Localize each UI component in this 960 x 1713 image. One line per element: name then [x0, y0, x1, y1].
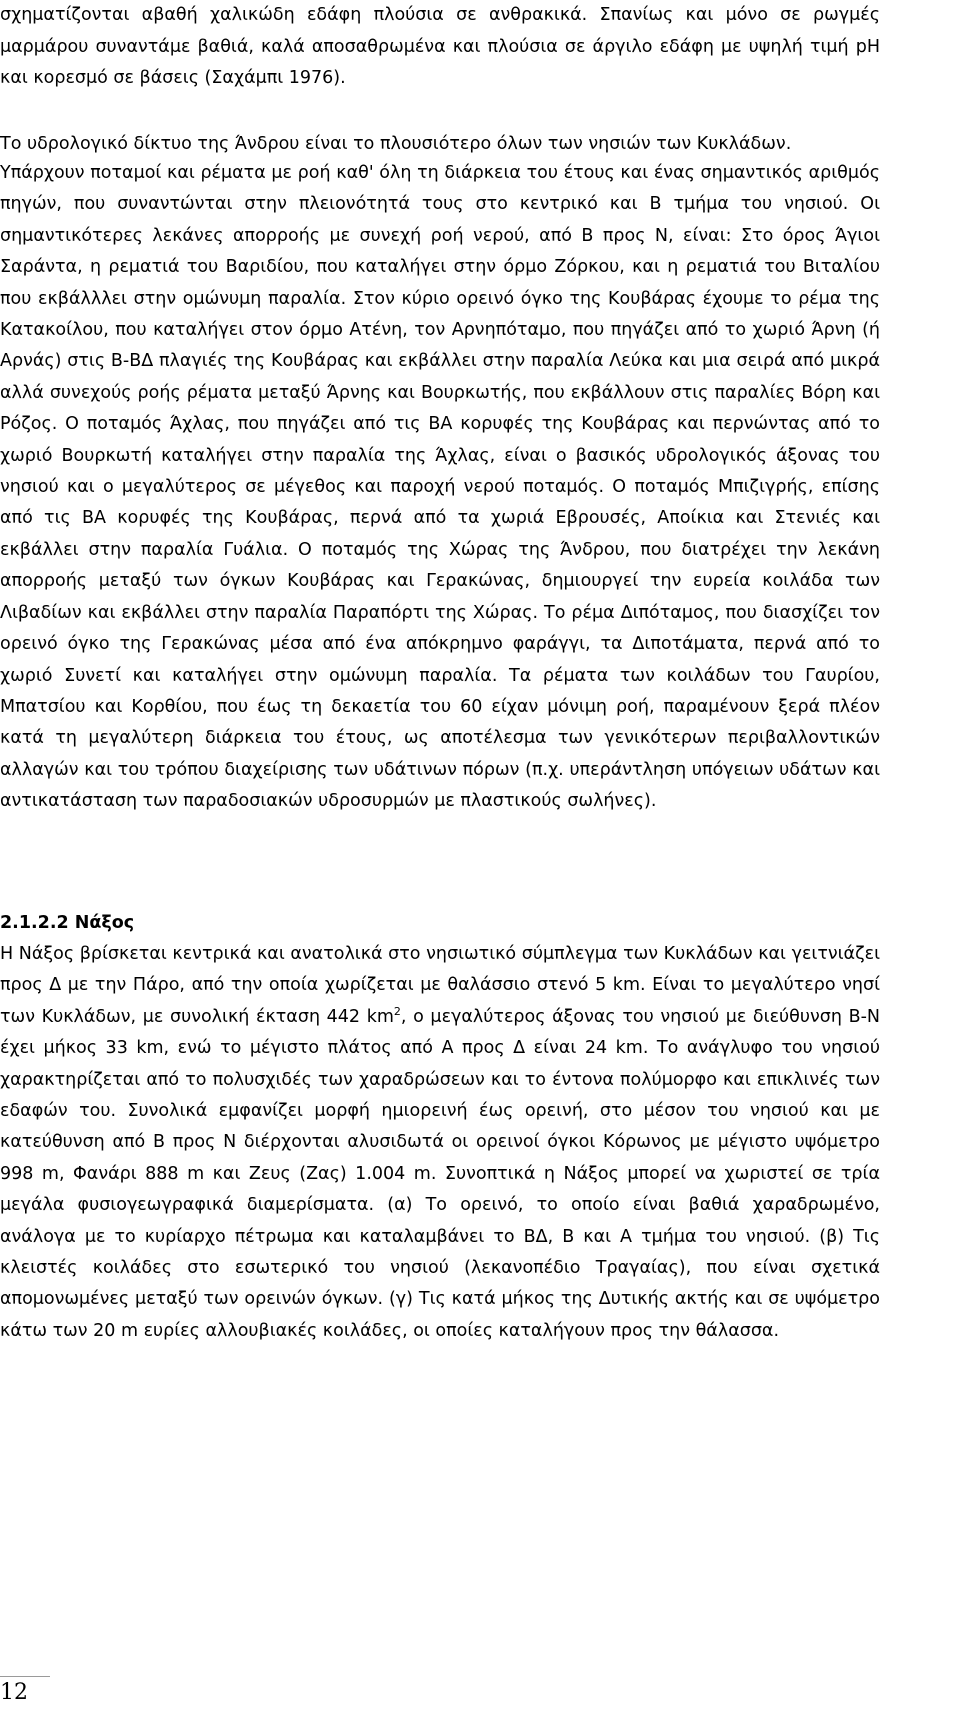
page-number: 12 — [0, 1680, 28, 1705]
footer-rule — [0, 1676, 50, 1677]
paragraph-soils: σχηματίζονται αβαθή χαλικώδη εδάφη πλούσια σε ανθρακικά. Σπανίως και μόνο σε ρωγμές μαρμάρου συναντάμε βαθιά, καλά αποσαθρωμένα και πλούσια σε άργιλο εδάφη με υψηλή τιμή pH και κορεσμό σε βάσεις (Σαχάμπι 1976). — [0, 5, 880, 88]
section-title: Νάξος — [74, 913, 135, 933]
paragraph-andros-rivers: Υπάρχουν ποταμοί και ρέματα με ροή καθ' όλη τη διάρκεια του έτους και ένας σημαντικός αριθμός πηγών, που συναντώνται στην πλειονότητά τους στο κεντρικό και Β τμήμα του νησιού. Οι σημαντικότερες λεκάνες απορροής με συνεχή ροή νερού, από Β προς Ν, είναι: Στο όρος Άγιοι Σαράντα, η ρεματιά του Βαριδίου, που καταλήγει στην όρμο Ζόρκου, και η ρεματιά του Βιταλίου που εκβάλλλει στην ομώνυμη παραλία. Στον κύριο ορεινό όγκο της Κουβάρας έχουμε το ρέμα της Κατακοίλου, που καταλήγει στον όρμο Ατένη, τον Αρνηπόταμο, που πηγάζει από το χωριό Άρνη (ή Αρνάς) στις Β-ΒΔ πλαγιές της Κουβάρας και εκβάλλει στην παραλία Λεύκα και μια σειρά από μικρά αλλά συνεχούς ροής ρέματα μεταξύ Άρνης και Βουρκωτής, που εκβάλλουν στις παραλίες Βόρη και Ρόζος. Ο ποταμός Άχλας, που πηγάζει από τις ΒΑ κορυφές της Κουβάρας και περνώντας από το χωριό Βουρκωτή καταλήγει στην παραλία της Άχλας, είναι ο βασικός υδρολογικός άξονας του νησιού και ο μεγαλύτερος σε μέγεθος και παροχή νερού ποταμός. Ο ποταμός Μπιζιγρής, επίσης από τις ΒΑ κορυφές της Κουβάρας, περνά από τα χωριά Εβρουσές, Αποίκια και Στενιές και εκβάλλει στην παραλία Γυάλια. Ο ποταμός της Χώρας της Άνδρου, που διατρέχει την λεκάνη απορροής μεταξύ των όγκων Κουβάρας και Γερακώνας, δημιουργεί την ευρεία κοιλάδα των Λιβαδίων και εκβάλλει στην παραλία Παραπόρτι της Χώρας. Το ρέμα Διπόταμος, που διασχίζει τον ορεινό όγκο της Γερακώνας μέσα από ένα απόκρημνο φαράγγι, τα Διποτάματα, περνά από το χωριό Συνετί και καταλήγει στην ομώνυμη παραλία. Τα ρέματα των κοιλάδων του Γαυρίου, Μπατσίου και Κορθίου, που έως τη δεκαετία του 60 είχαν μόνιμη ροή, παραμένουν ξερά πλέον κατά τη μεγαλύτερη διάρκεια του έτους, ως αποτέλεσμα των γενικότερων περιβαλλοντικών αλλαγών και του τρόπου διαχείρισης των υδάτινων πόρων (π.χ. υπεράντληση υπόγειων υδάτων και αντικατάσταση των παραδοσιακών υδροσυρμών με πλαστικούς σωλήνες). — [0, 163, 880, 812]
naxos-text-part1: Η Νάξος βρίσκεται κεντρικά και ανατολικά στο νησιωτικό σύμπλεγμα των Κυκλάδων και γειτνιάζει προς Δ με την Πάρο, από την οποία χωρίζεται με θαλάσσιο στενό 5 km. Είναι το μεγαλύτερο νησί των Κυκλάδων, με συνολική έκταση 442 km — [0, 944, 880, 1027]
section-heading — [0, 913, 134, 933]
superscript-squared: 2 — [393, 1004, 401, 1018]
paragraph-hydrology-intro: Το υδρολογικό δίκτυο της Άνδρου είναι το πλουσιότερο όλων των νησιών των Κυκλάδων. — [0, 134, 792, 154]
naxos-text-part2: , ο μεγαλύτερος άξονας του νησιού με διεύθυνση Β-Ν έχει μήκος 33 km, ενώ το μέγιστο πλάτος από Α προς Δ είναι 24 km. Το ανάγλυφο του νησιού χαρακτηρίζεται από το πολυσχιδές των χαραδρώσεων και το έντονα πολύμορφο και επικλινές των εδαφών του. Συνολικά εμφανίζει μορφή ημιορεινή έως ορεινή, στο μέσον του νησιού και με κατεύθυνση από Β προς Ν διέρχονται αλυσιδωτά οι ορεινοί όγκοι Κόρωνος με μέγιστο υψόμετρο 998 m, Φανάρι 888 m και Ζευς (Ζας) 1.004 m. Συνοπτικά η Νάξος μπορεί να χωριστεί σε τρία μεγάλα φυσιογεωγραφικά διαμερίσματα. (α) Το ορεινό, το οποίο είναι βαθιά χαραδρωμένο, ανάλογα με το κυρίαρχο πέτρωμα και καταλαμβάνει το ΒΔ, Β και Α τμήμα του νησιού. (β) Τις κλειστές κοιλάδες στο εσωτερικό του νησιού (λεκανοπέδιο Τραγαίας), που είναι σχετικά απομονωμένες μεταξύ των ορεινών όγκων. (γ) Τις κατά μήκος της Δυτικής ακτής και σε υψόμετρο κάτω των 20 m ευρίες αλλουβιακές κοιλάδες, οι οποίες καταλήγουν προς την θάλασσα. — [0, 1006, 880, 1341]
section-number: 2.1.2.2 — [0, 913, 69, 933]
paragraph-naxos — [0, 939, 880, 1347]
